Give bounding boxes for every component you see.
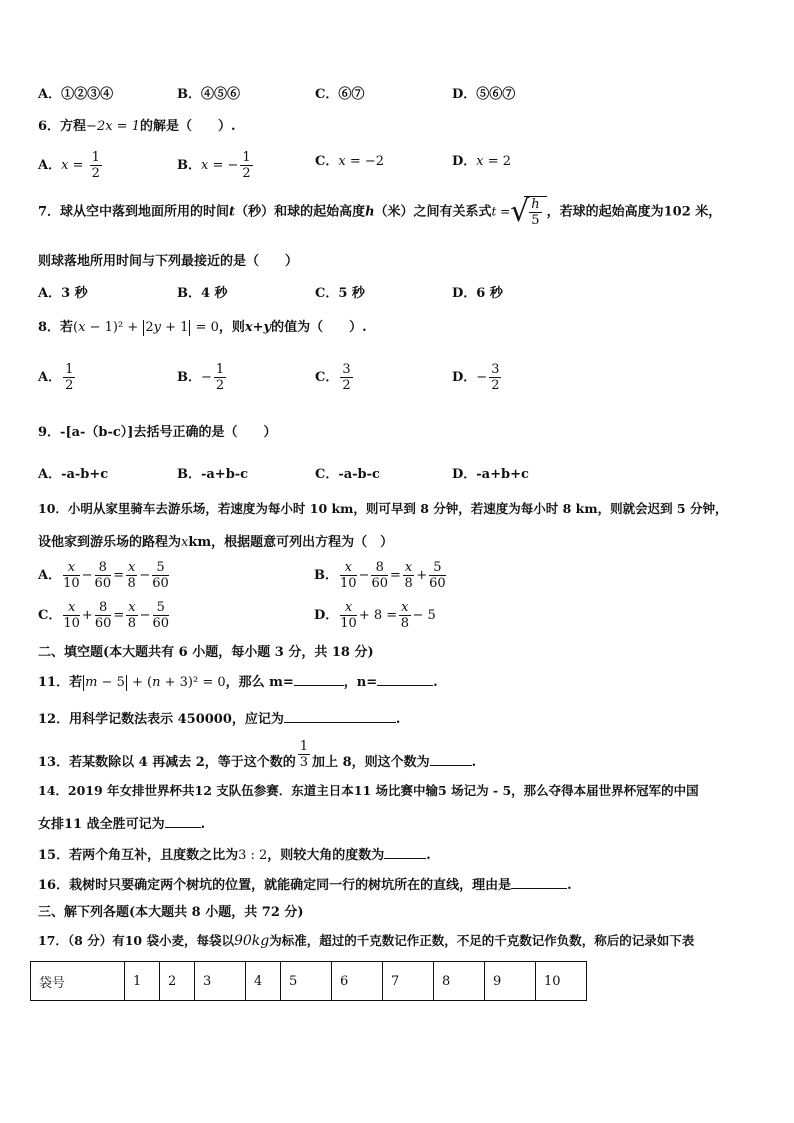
q13-middle: 加上 8，则这个数为 [312, 755, 430, 770]
q16-suffix: . [567, 878, 572, 893]
table-cell: 8 [434, 962, 485, 1001]
q5-option-c: C．⑥⑦ [315, 87, 365, 102]
q7-var-h: h [365, 204, 375, 220]
q8-stem [38, 316, 367, 336]
q12-prefix: 12．用科学记数法表示 450000，应记为 [38, 712, 284, 727]
section3-title: 三、解下列各题(本大题共 8 小题，共 72 分) [38, 905, 304, 920]
bag-record-table [30, 961, 587, 1001]
q8-xy: x+y [244, 320, 272, 335]
q8-option-d: D．− $\frac{3}{2}$ [452, 362, 500, 393]
q14-line2-suffix: . [200, 817, 206, 832]
q13-fraction: $\frac{1}{3}$ [299, 739, 309, 770]
q15-blank[interactable] [384, 844, 426, 859]
q14-line2 [38, 813, 205, 832]
q9-option-b: B．-a+b-c [177, 467, 249, 482]
q7-text-d: ，若球的起始高度为102 米， [546, 204, 722, 220]
q14-blank[interactable] [165, 813, 201, 828]
table-cell: 2 [160, 962, 195, 1001]
q7-option-d: D．6 秒 [452, 286, 503, 301]
q16-blank[interactable] [511, 874, 567, 889]
q13-blank[interactable] [430, 751, 472, 766]
q11-blank-m[interactable] [294, 671, 344, 686]
q11-blank-n[interactable] [377, 671, 433, 686]
q7-var-t: t [229, 204, 236, 220]
q9-stem: 9．-[a-（b-c）]去括号正确的是（ ） [38, 425, 277, 440]
q8-equation: (x − 1)² + 2y + 1 = 0 [73, 320, 219, 335]
q13-suffix: . [471, 755, 477, 770]
q9-option-d: D．-a+b+c [452, 467, 529, 482]
q10-option-a: A． $\frac{x}{10}$ − $\frac{8}{60}$ = $\frac{x}{8}$ − $\frac{5}{60}$ [38, 560, 169, 591]
q8-stem-prefix: 8．若 [38, 320, 74, 335]
q16-prefix: 16．栽树时只要确定两个树坑的位置，就能确定同一行的树坑所在的直线，理由是 [38, 878, 512, 893]
q10-stem-line2 [38, 531, 393, 550]
q10-var-x: x [181, 535, 189, 550]
table-cell: 9 [485, 962, 536, 1001]
q17-prefix: 17．（8 分）有10 袋小麦，每袋以 [38, 933, 234, 948]
q6-equation: −2x = 1 [86, 119, 140, 134]
q11-equation: m − 5 + (n + 3)² = 0 [85, 675, 226, 690]
q11 [38, 671, 438, 691]
q10-text-b: km，根据题意可列出方程为（ ） [188, 535, 394, 550]
table-cell: 7 [383, 962, 434, 1001]
q6-option-a: A．x = $\frac{1}{2}$ [38, 150, 100, 181]
q7-sqrt-formula: √ $\frac{h}{5}$ [510, 196, 546, 228]
table-cell: 10 [536, 962, 587, 1001]
q8-option-b: B．− $\frac{1}{2}$ [177, 362, 225, 393]
q17-stem [38, 931, 694, 949]
q8-option-a: A． $\frac{1}{2}$ [38, 362, 74, 393]
q6-fraction-a: $\frac{1}{2}$ [91, 150, 100, 181]
q7-option-b: B．4 秒 [177, 286, 228, 301]
q9-option-a: A．-a-b+c [38, 467, 109, 482]
q17-suffix: 为标准，超过的千克数记作正数，不足的千克数记作负数，称后的记录如下表 [269, 933, 695, 948]
table-cell: 5 [281, 962, 332, 1001]
q15-suffix: . [426, 848, 431, 863]
section2-title: 二、填空题(本大题共有 6 小题，每小题 3 分，共 18 分) [38, 645, 374, 660]
table-cell: 3 [195, 962, 246, 1001]
q9-option-c: C．-a-b-c [315, 467, 380, 482]
q6-stem [38, 115, 236, 134]
q12-blank[interactable] [284, 708, 396, 723]
q7-text-c: （米）之间有关系式 [374, 204, 492, 220]
table-cell: 6 [332, 962, 383, 1001]
q13-prefix: 13．若某数除以 4 再减去 2，等于这个数的 [38, 755, 296, 770]
q17-standard: 90kg [233, 933, 270, 949]
q8-stem-middle: ，则 [218, 320, 245, 335]
table-header-cell: 袋号 [31, 962, 125, 1001]
q10-stem-line1: 10．小明从家里骑车去游乐场，若速度为每小时 10 km，则可早到 8 分钟，若速度为每小时 8 km，则就会迟到 5 分钟， [38, 501, 728, 516]
q13 [38, 739, 476, 775]
q7-option-c: C．5 秒 [315, 286, 365, 301]
q8-stem-suffix: 的值为（ ）. [271, 320, 367, 335]
q7-stem-line2: 则球落地所用时间与下列最接近的是（ ） [38, 254, 299, 269]
q15-middle: ，则较大角的度数为 [267, 848, 385, 863]
table-row [31, 962, 587, 1001]
q7-option-a: A．3 秒 [38, 286, 88, 301]
q12 [38, 708, 400, 727]
q7-text-b: （秒）和球的起始高度 [235, 204, 366, 220]
q5-option-a: A．①②③④ [38, 87, 114, 102]
q6-stem-prefix: 6．方程 [38, 119, 87, 134]
table-cell: 1 [125, 962, 160, 1001]
q10-option-d: D． $\frac{x}{10}$ + 8 = $\frac{x}{8}$ − 5 [314, 600, 436, 631]
q6-fraction-b: $\frac{1}{2}$ [242, 150, 251, 181]
q10-option-b: B． $\frac{x}{10}$ − $\frac{8}{60}$ = $\frac{x}{8}$ + $\frac{5}{60}$ [314, 560, 446, 591]
q14-line2-prefix: 女排11 战全胜可记为 [38, 817, 165, 832]
table-cell: 4 [246, 962, 281, 1001]
q15 [38, 844, 431, 863]
q10-text-a: 设他家到游乐场的路程为 [38, 535, 182, 550]
q8-option-c: C． $\frac{3}{2}$ [315, 362, 351, 393]
q16 [38, 874, 572, 893]
q10-option-c: C． $\frac{x}{10}$ + $\frac{8}{60}$ = $\frac{x}{8}$ − $\frac{5}{60}$ [38, 600, 170, 631]
q15-prefix: 15．若两个角互补，且度数之比为 [38, 848, 239, 863]
q11-middle: ，那么 m= [225, 675, 294, 690]
q11-suffix: . [433, 675, 438, 690]
q6-option-b: B．x = − $\frac{1}{2}$ [177, 150, 251, 181]
q6-option-d: D．x = 2 [452, 154, 512, 169]
q15-ratio: 3 : 2 [238, 848, 268, 863]
q5-option-d: D．⑤⑥⑦ [452, 87, 516, 102]
q7-text-a: 7．球从空中落到地面所用的时间 [38, 204, 230, 220]
q11-middle2: ，n= [343, 675, 378, 690]
q7-stem-line1: 7．球从空中落到地面所用的时间t（秒）和球的起始高度h（米）之间有关系式t = √ $\frac{h}{5}$ ，若球的起始高度为102 米， [38, 194, 722, 229]
q14-line1: 14．2019 年女排世界杯共12 支队伍参赛．东道主日本11 场比赛中输5 场记为 - 5，那么夺得本届世界杯冠军的中国 [38, 783, 699, 798]
q5-option-b: B．④⑤⑥ [177, 87, 240, 102]
q12-suffix: . [395, 712, 401, 727]
q6-stem-suffix: 的解是（ ）. [139, 119, 236, 134]
q11-prefix: 11．若 [38, 675, 83, 690]
q6-option-c: C．x = −2 [315, 154, 385, 169]
